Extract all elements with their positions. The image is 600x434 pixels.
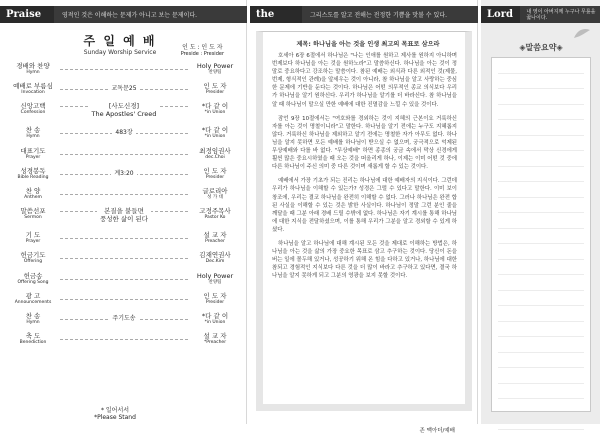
- order-row: [10, 330, 238, 350]
- order-item-name: [10, 82, 56, 96]
- order-item-leader: [192, 62, 238, 76]
- order-item-name-ko: 예배로 부름심: [13, 82, 53, 91]
- order-item-leader: [192, 312, 238, 326]
- order-item-leader: [192, 272, 238, 286]
- note-line: [498, 213, 584, 229]
- order-item-leader: [192, 207, 238, 221]
- order-row: [10, 290, 238, 310]
- order-item-name-ko: 말씀선포: [20, 207, 46, 216]
- order-item-name: [10, 207, 56, 221]
- order-item-leader: [192, 292, 238, 306]
- message-box: [256, 31, 472, 434]
- the-header: [250, 6, 478, 23]
- praise-header-text: 영적인 것은 이해하는 문제가 아니고 보는 문제이다.: [62, 12, 198, 19]
- order-item-name: [10, 312, 56, 326]
- note-line: [498, 167, 584, 183]
- order-item-leader: [192, 251, 238, 265]
- order-item-leader: [192, 126, 238, 140]
- order-item-name: [10, 332, 56, 346]
- officiant-ko: 인 도 : 인 도 자: [182, 44, 223, 51]
- order-item-leader-line: [60, 170, 188, 178]
- note-line: [498, 368, 584, 384]
- order-item-name: [10, 167, 56, 181]
- order-item-name-ko: 찬 양: [25, 186, 41, 195]
- order-row: [10, 100, 238, 124]
- note-line: [498, 151, 584, 167]
- order-item-leader-line: [60, 207, 188, 225]
- order-item-leader-line: [60, 254, 188, 262]
- order-item-leader-en: 찬양팀: [208, 70, 222, 75]
- order-item-leader-ko: *다 같 이: [201, 126, 229, 135]
- order-row: [10, 310, 238, 330]
- order-item-name: [10, 231, 56, 245]
- order-item-leader-ko: 설 교 자: [203, 332, 227, 341]
- message-author: 존 맥아더/예배: [419, 428, 455, 434]
- order-item-leader-en: *in Union: [204, 319, 226, 325]
- order-item-leader-en: Presider: [205, 90, 225, 96]
- note-line: [498, 136, 584, 152]
- order-item-name-ko: 성경봉독: [20, 166, 46, 175]
- order-item-leader-ko: 설 교 자: [203, 231, 227, 240]
- lord-tag: Lord: [481, 6, 520, 23]
- order-item-leader-en: *in Union: [204, 134, 226, 140]
- order-item-name-en: Announcements: [14, 299, 52, 305]
- message-paragraph: 잠언 9장 10절에서는 "여호와를 경외하는 것이 지혜의 근본이요 거룩하신 자를 아는 것이 명철이니라"고 말한다. 하나님을 알기 전에는 누구도 지혜롭지 않다. 거룩하신 하나님을 제외하고 알기 전에는 명철한 자가 아무도 없다. 하나님을 알지 못하면 모든 예배를 하나님이 받으실 수 없으며, 궁극적으로 억제된 무상예배와 다를 바 없다. "무상예배" 하면 종종의 궁금 속에서 막상 신경에게 훨씬 많은 중요시하였을 때 오는 것을 떠올리게 하나, 이제는 이미 어떤 것 중에 다른 하나님이 주신 의미 중 다른 것이며 새롭게 할 수 있는 것이다.: [272, 115, 457, 171]
- order-item-name-ko: 경배와 찬양: [16, 62, 50, 70]
- order-item-name-ko: 대표기도: [20, 146, 46, 155]
- order-item-name: [10, 251, 56, 265]
- order-item-leader-ko: 인 도 자: [203, 82, 227, 91]
- note-line: [498, 399, 584, 415]
- order-item-leader: [192, 82, 238, 96]
- order-item-leader-en: dec.Choi: [205, 154, 225, 160]
- order-item-leader-ko: *다 같 이: [201, 311, 229, 320]
- order-row: [10, 165, 238, 185]
- leaf-ornament-icon: [572, 26, 592, 40]
- message-paragraph: 하나님을 알고 하나님에 대해 계시된 모든 것을 제대로 이해하는 방법은, 하나님을 아는 것을 삶의 가장 중요한 목표로 삼고 추구하는 것이다. 당신이 돈을 버는 일에 몰두해 있거나, 성공하기 위해 온 힘을 다하고 있거나, 하나님에 대한 참되고 경험적인 지식보다 다른 것을 더 많이 바라고 추구하고 있다면, 결국 하나님을 알지 못하게 되고 그분의 영광을 보지 못할 것이다.: [272, 240, 457, 280]
- lord-header: [481, 6, 600, 23]
- order-item-center: [사도신경] The Apostles' Creed: [89, 102, 160, 118]
- summary-panel: [481, 0, 600, 424]
- order-item-center: 교독문25: [108, 85, 139, 93]
- order-item-leader-en: Pastor Ko: [204, 215, 226, 221]
- stand-note: [60, 407, 170, 421]
- order-item-name: [10, 292, 56, 306]
- lord-header-text: 내 영이 아버지께 누구나 무릎을 꿇나이다.: [526, 8, 596, 21]
- order-item-leader-line: [60, 150, 188, 158]
- note-line: [498, 89, 584, 105]
- note-line: [498, 260, 584, 276]
- order-row: [10, 249, 238, 269]
- note-line: [498, 105, 584, 121]
- worship-order-list: [10, 60, 238, 350]
- order-item-name-ko: 찬 송: [25, 126, 41, 135]
- order-item-name-en: Confession: [20, 110, 46, 116]
- order-item-name-en: Prayer: [25, 239, 41, 245]
- order-item-name-en: Hymn: [26, 319, 40, 325]
- order-item-leader-en: 찬양팀: [208, 279, 222, 285]
- order-item-leader-ko: Holy Power: [196, 271, 234, 280]
- order-item-leader: [192, 147, 238, 161]
- order-item-center: 본질을 붙들면 풍성한 삶이 된다: [97, 207, 151, 223]
- order-item-name-en: Prayer: [25, 154, 41, 160]
- order-item-name: [10, 272, 56, 286]
- praise-header: [0, 6, 247, 23]
- order-item-leader-en: 성 가 대: [207, 194, 223, 200]
- note-line: [498, 198, 584, 214]
- order-item-leader-en: *in Union: [204, 110, 226, 116]
- note-line: [498, 322, 584, 338]
- note-line: [498, 182, 584, 198]
- order-item-leader-line: [60, 315, 188, 323]
- order-item-name-ko: 신앙고백: [20, 102, 46, 111]
- order-item-name: [10, 147, 56, 161]
- order-item-name-en: Hymn: [26, 70, 40, 75]
- order-item-leader-ko: 최정임권사: [199, 146, 231, 155]
- order-row: [10, 80, 238, 100]
- order-item-leader-ko: 인 도 자: [203, 291, 227, 300]
- order-item-leader-line: [60, 335, 188, 343]
- order-item-leader: [192, 167, 238, 181]
- order-item-center: 주기도송: [109, 315, 138, 323]
- note-line: [498, 244, 584, 260]
- message-paragraph: 호세아 6장 6절에서 하나님은 "나는 인애를 원하고 제사를 원하지 아니하며 번제보다 하나님을 아는 것을 원하노라"고 말씀하신다. 하나님을 아는 것이 정말로 중요하다고 강조하는 말씀이다. 참된 예배는 외식과 다른 외적인 것(제물, 번제, 형식적인 관례)을 앞세우는 것이 아니라, 참 하나님을 알고 사랑하는 중심한 문제에 기반을 둔다는 것이다. 하나님은 어떤 의무적인 종교 의식보다 우리가 하나님을 알기 원하신다. 우리가 하나님을 알기를 더 바라신다. 참 하나님을 알 때 하나님이 말으실 만한 예배에 대한 진멸감을 느낄 수 있을 것이다.: [272, 53, 457, 108]
- order-row: [10, 145, 238, 165]
- order-item-name-ko: 헌금송: [23, 271, 43, 280]
- order-item-leader-line: [60, 190, 188, 198]
- order-row: [10, 124, 238, 144]
- officiant: [181, 44, 224, 58]
- summary-label: ◈말씀요약◈: [519, 43, 563, 52]
- order-item-leader-en: *Preacher: [203, 340, 227, 346]
- order-item-leader: [192, 231, 238, 245]
- note-line: [498, 291, 584, 307]
- order-item-name-ko: 헌금기도: [20, 251, 46, 260]
- order-item-name-ko: 기 도: [25, 231, 41, 240]
- order-item-leader-en: Presider: [205, 174, 225, 180]
- order-item-name-ko: 축 도: [25, 332, 41, 341]
- order-item-leader-ko: 인 도 자: [203, 166, 227, 175]
- order-row: [10, 205, 238, 229]
- order-item-leader-line: [60, 129, 188, 137]
- order-item-name-en: Sermon: [24, 215, 42, 221]
- order-item-center: 계3:20: [111, 170, 136, 178]
- order-item-leader-ko: 글로리아: [202, 186, 228, 195]
- order-item-leader-en: Presider: [205, 299, 225, 305]
- order-item-name-ko: 찬 송: [25, 311, 41, 320]
- order-item-leader-line: [60, 295, 188, 303]
- note-line: [498, 120, 584, 136]
- note-line: [498, 415, 584, 431]
- note-line: [498, 353, 584, 369]
- note-line: [498, 58, 584, 74]
- order-item-name: [10, 102, 56, 116]
- order-item-leader-ko: 김재연권사: [199, 251, 231, 260]
- worship-order-panel: [0, 0, 247, 424]
- summary-note-box[interactable]: [491, 57, 591, 412]
- the-header-text: 그리스도를 알고 전해는 전정한 기쁨을 맛볼 수 있다.: [310, 12, 447, 19]
- officiant-en: Preside : Presider: [180, 51, 224, 57]
- order-item-leader-line: [60, 275, 188, 283]
- message-title: 제목: 하나님을 아는 것을 인생 최고의 목표로 삼으라: [296, 41, 440, 48]
- order-item-leader-line: [60, 85, 188, 93]
- order-item-leader-ko: *다 같 이: [201, 102, 229, 111]
- order-row: [10, 270, 238, 290]
- order-item-name: [10, 187, 56, 201]
- stand-note-ko: * 일어서서: [100, 407, 130, 414]
- sermon-panel: [250, 0, 478, 434]
- order-row: [10, 229, 238, 249]
- order-item-name-en: Bible Reading: [17, 174, 49, 180]
- order-item-leader-ko: Holy Power: [196, 62, 234, 70]
- order-item-leader-en: Preacher: [205, 239, 225, 245]
- order-item-leader-line: [60, 102, 188, 120]
- note-line: [498, 229, 584, 245]
- order-item-name-en: Benediction: [19, 340, 47, 346]
- message-body: [272, 52, 457, 286]
- order-item-name-ko: 광 고: [25, 291, 41, 300]
- note-line: [498, 74, 584, 90]
- order-item-center: 483장: [112, 129, 135, 137]
- order-item-leader-line: [60, 234, 188, 242]
- praise-tag: Praise: [0, 6, 54, 23]
- the-tag: the: [250, 6, 302, 23]
- service-subtitle: Sunday Worship Service: [83, 49, 157, 56]
- order-item-leader-line: [60, 65, 188, 73]
- order-item-leader-ko: 고정주목사: [199, 207, 231, 216]
- order-item-name-en: Offering Song: [17, 279, 49, 285]
- message-paragraph: 예배에서 가장 기초가 되는 진리는 하나님에 대한 예배자의 지식이다. 그런데 우리가 하나님을 이해할 수 있는가? 성경은 그럴 수 있다고 말한다. 이미 보이 창조에, 우리는 결코 하나님을 완전히 이해할 수 없다. 그러나 하나님은 완전 합된 사실을 이해할 수 있는 것은 밝한 사실이다. 하나님이 정말 그런 분인 줄을 깨달을 때 그분 아래 경배 드릴 수밖에 없다. 하나님은 자기 계시를 통해 하나님에 대한 지식을 전달하셨으며, 이를 통해 우리가 그분을 알고 경외할 수 있게 하셨다.: [272, 178, 457, 233]
- order-item-name-en: Anthem: [24, 194, 42, 200]
- note-line: [498, 275, 584, 291]
- order-item-leader-en: Dec.Kim: [205, 259, 225, 265]
- order-item-name-en: Invocation: [21, 90, 45, 96]
- order-item-name-en: Offering: [23, 259, 43, 265]
- note-line: [498, 306, 584, 322]
- note-line: [498, 337, 584, 353]
- service-title: 주 일 예 배: [83, 34, 157, 48]
- order-row: [10, 60, 238, 80]
- order-item-leader: [192, 332, 238, 346]
- order-item-leader: [192, 187, 238, 201]
- note-line: [498, 384, 584, 400]
- order-item-name-en: Hymn: [26, 134, 40, 140]
- order-item-name: [10, 62, 56, 76]
- order-item-name: [10, 126, 56, 140]
- order-row: [10, 185, 238, 205]
- order-item-leader: [192, 102, 238, 116]
- stand-note-en: *Please Stand: [94, 414, 136, 421]
